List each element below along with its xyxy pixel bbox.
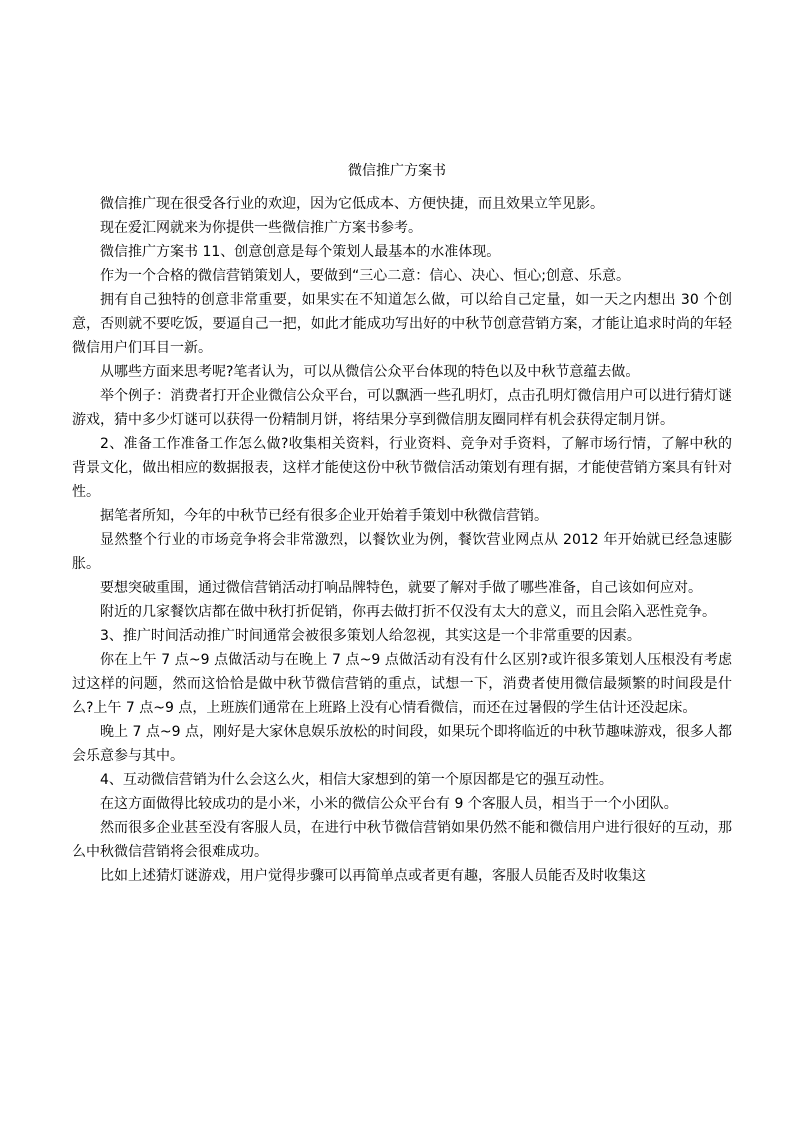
paragraph: 从哪些方面来思考呢?笔者认为，可以从微信公众平台体现的特色以及中秋节意蕴去做。 <box>100 364 640 380</box>
paragraph: 微信推广方案书 11、创意创意是每个策划人最基本的水准体现。 <box>100 244 501 260</box>
paragraph: 比如上述猜灯谜游戏，用户觉得步骤可以再简单点或者更有趣，客服人员能否及时收集这 <box>100 868 646 884</box>
document-title: 微信推广方案书 <box>348 163 446 179</box>
paragraph: 附近的几家餐饮店都在做中秋打折促销，你再去做打折不仅没有太大的意义，而且会陷入恶性竞争。 <box>100 604 716 620</box>
paragraph: 拥有自己独特的创意非常重要，如果实在不知道怎么做，可以给自己定量，如一天之内想出 30 个创意，否则就不要吃饭，要逼自己一把，如此才能成功写出好的中秋节创意营销方案，才能让追求时尚的年轻微信用户们耳目一新。 <box>72 292 732 356</box>
paragraph: 3、推广时间活动推广时间通常会被很多策划人给忽视，其实这是一个非常重要的因素。 <box>100 628 641 644</box>
paragraph: 据笔者所知，今年的中秋节已经有很多企业开始着手策划中秋微信营销。 <box>100 508 548 524</box>
paragraph: 作为一个合格的微信营销策划人，要做到“三心二意：信心、决心、恒心;创意、乐意。 <box>100 268 630 284</box>
paragraph: 要想突破重围，通过微信营销活动打响品牌特色，就要了解对手做了哪些准备，自己该如何应对。 <box>100 580 702 596</box>
paragraph: 然而很多企业甚至没有客服人员，在进行中秋节微信营销如果仍然不能和微信用户进行很好的互动，那么中秋微信营销将会很难成功。 <box>72 820 732 860</box>
paragraph: 显然整个行业的市场竞争将会非常激烈，以餐饮业为例，餐饮营业网点从 2012 年开始就已经急速膨胀。 <box>72 532 732 572</box>
paragraph: 微信推广现在很受各行业的欢迎，因为它低成本、方便快捷，而且效果立竿见影。 <box>100 196 604 212</box>
document-body <box>72 192 732 888</box>
paragraph: 4、互动微信营销为什么会这么火，相信大家想到的第一个原因都是它的强互动性。 <box>100 772 613 788</box>
paragraph: 举个例子：消费者打开企业微信公众平台，可以飘洒一些孔明灯，点击孔明灯微信用户可以进行猜灯谜游戏，猜中多少灯谜可以获得一份精制月饼，将结果分享到微信朋友圈同样有机会获得定制月饼。 <box>72 388 732 428</box>
paragraph: 现在爱汇网就来为你提供一些微信推广方案书参考。 <box>100 220 422 236</box>
paragraph: 在这方面做得比较成功的是小米，小米的微信公众平台有 9 个客服人员，相当于一个小团队。 <box>100 796 678 812</box>
paragraph: 你在上午 7 点~9 点做活动与在晚上 7 点~9 点做活动有没有什么区别?或许很多策划人压根没有考虑过这样的问题，然而这恰恰是做中秋节微信营销的重点，试想一下，消费者使用微信最频繁的时间段是什么?上午 7 点~9 点，上班族们通常在上班路上没有心情看微信，而还在过暑假的学生估计还没起床。 <box>72 652 732 716</box>
paragraph: 晚上 7 点~9 点，刚好是大家休息娱乐放松的时间段，如果玩个即将临近的中秋节趣味游戏，很多人都会乐意参与其中。 <box>72 724 732 764</box>
paragraph: 2、准备工作准备工作怎么做?收集相关资料，行业资料、竞争对手资料，了解市场行情，了解中秋的背景文化，做出相应的数据报表，这样才能使这份中秋节微信活动策划有理有据，才能使营销方案具有针对性。 <box>72 436 732 500</box>
